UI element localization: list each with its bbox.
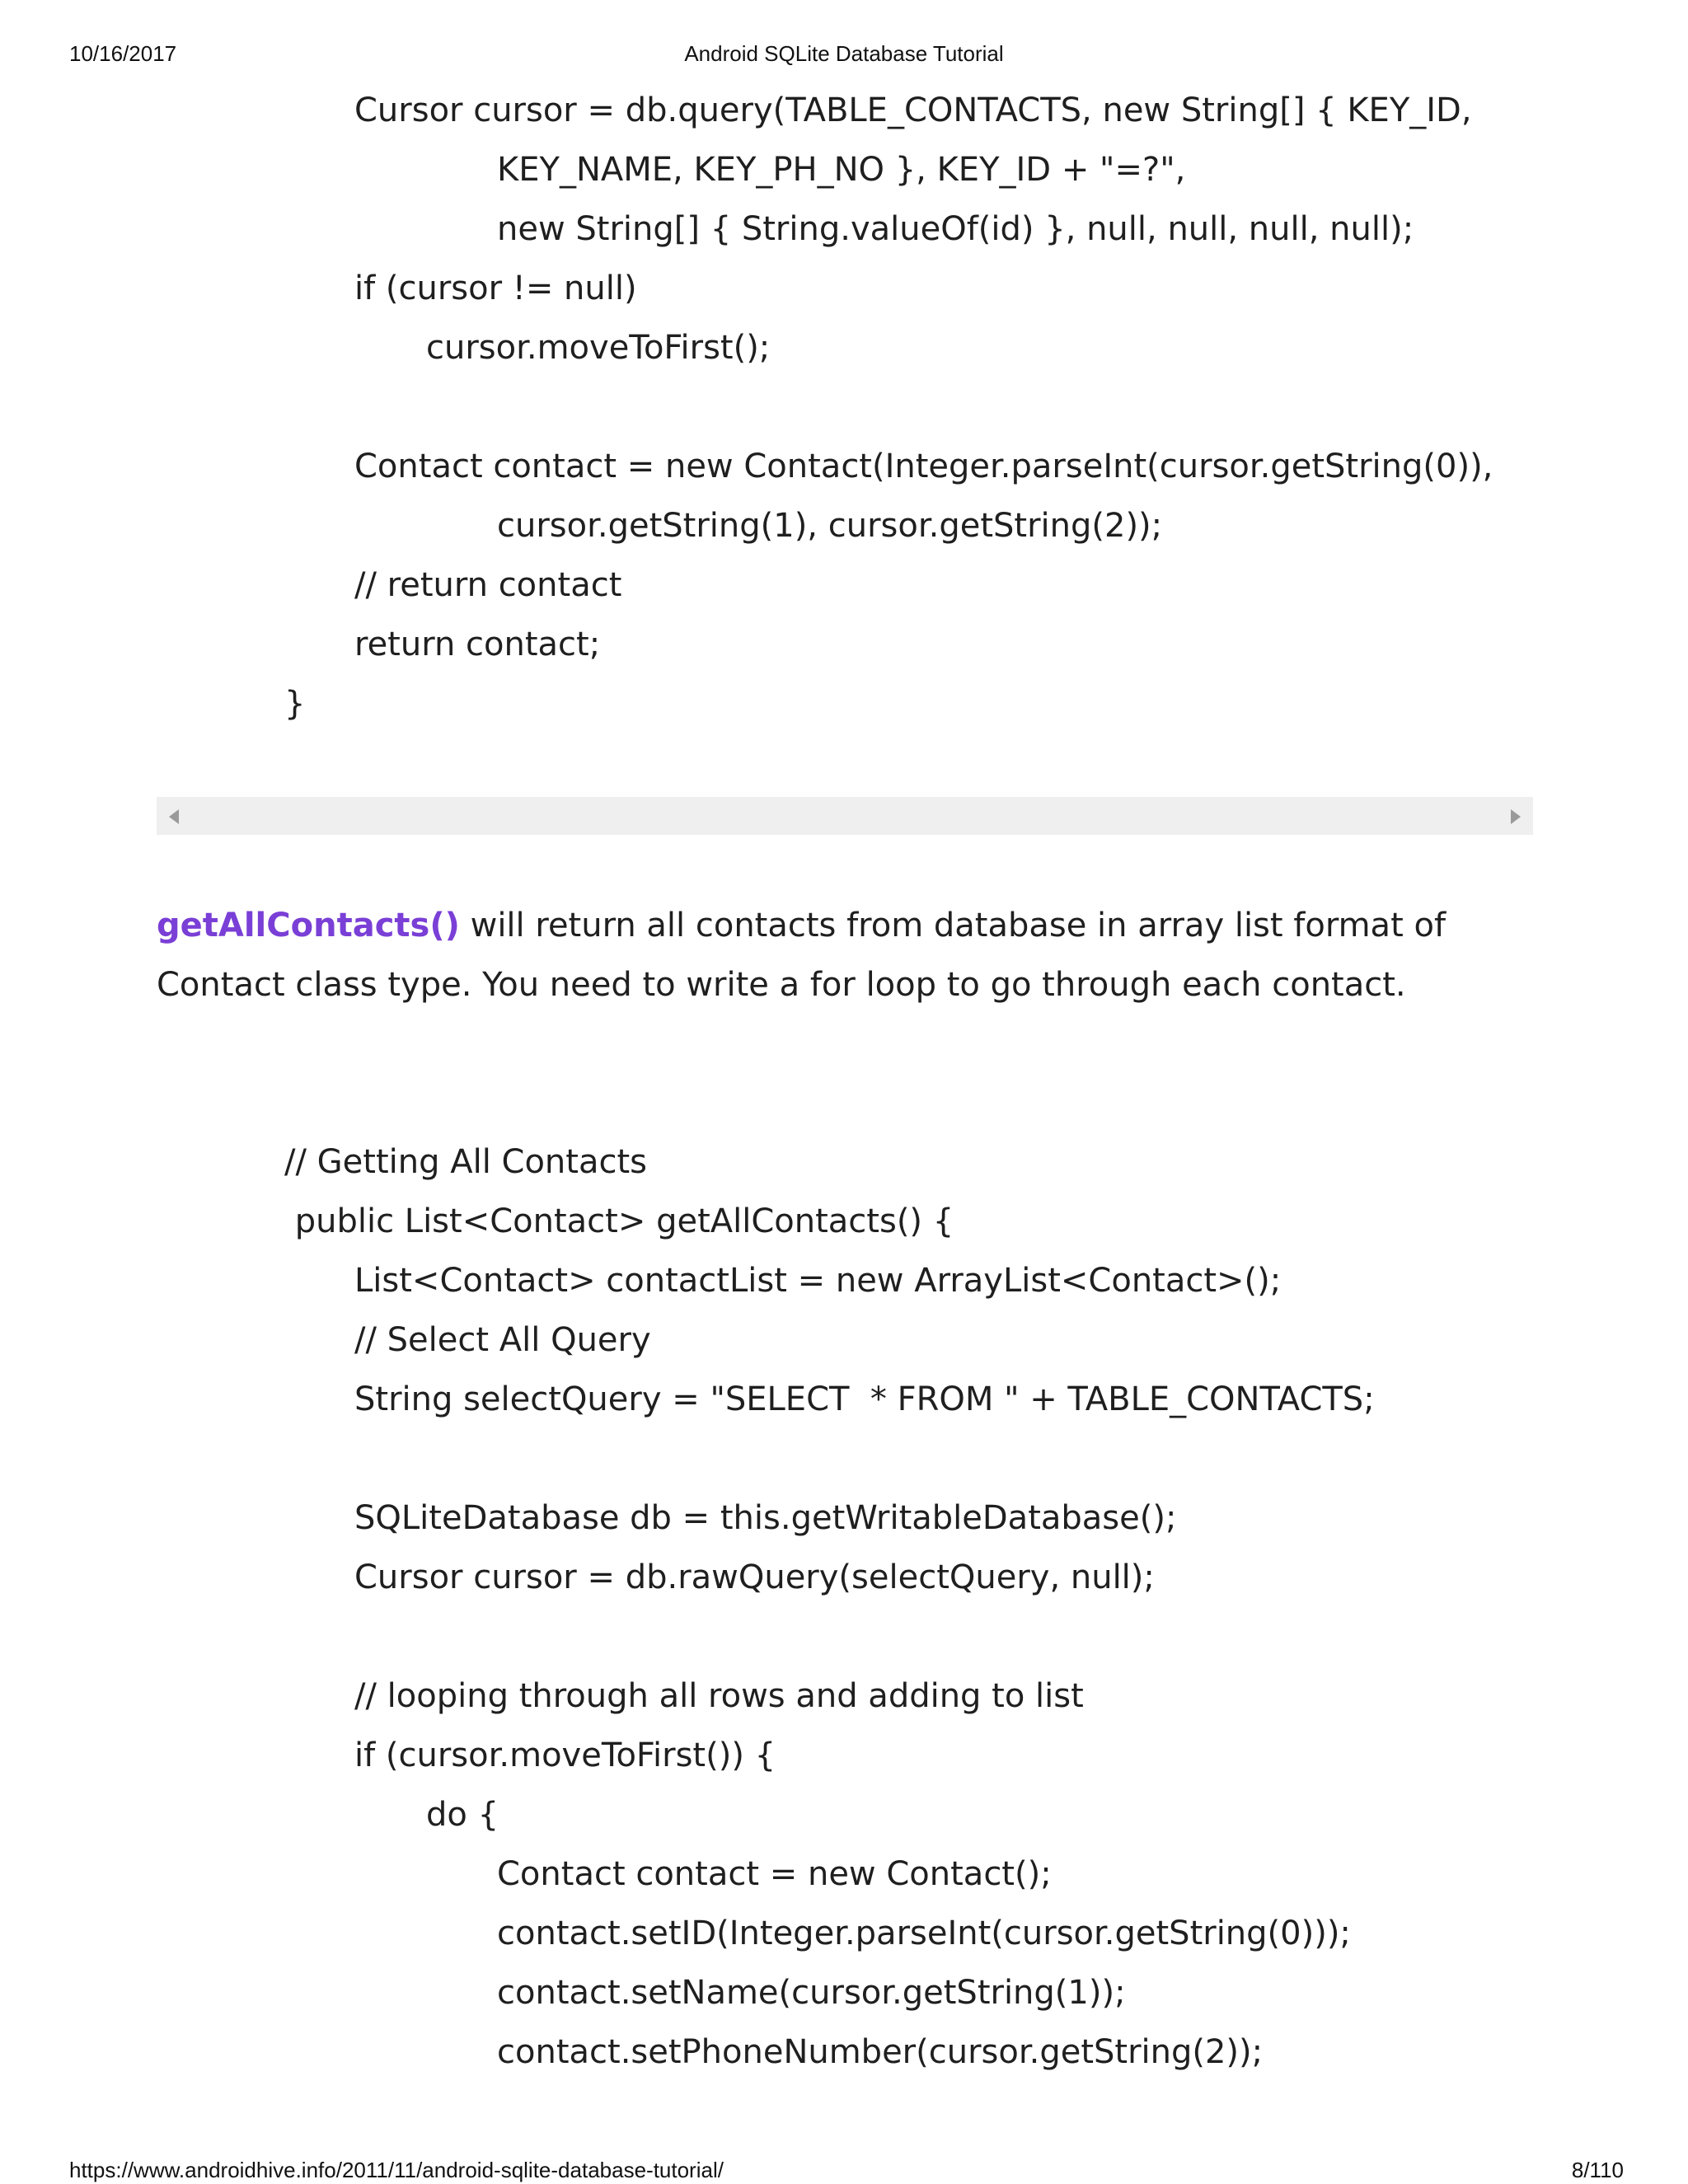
code-line: Contact contact = new Contact(); — [497, 1855, 1052, 1893]
code-line: // Select All Query — [354, 1321, 651, 1359]
code-line: Cursor cursor = db.rawQuery(selectQuery, null); — [354, 1558, 1155, 1596]
code-line: KEY_NAME, KEY_PH_NO }, KEY_ID + "=?", — [497, 151, 1186, 189]
code-line: contact.setID(Integer.parseInt(cursor.getString(0))); — [497, 1915, 1351, 1952]
code-line: if (cursor.moveToFirst()) { — [354, 1736, 776, 1774]
footer-page-number: 8/110 — [1571, 2158, 1624, 2182]
code-line: String selectQuery = "SELECT * FROM " + TABLE_CONTACTS; — [354, 1380, 1375, 1418]
description-text: will return all contacts from database in array list format of Contact class type. You need to write a for loop to go through each contact. — [157, 907, 1447, 1004]
function-name-highlight: getAllContacts() — [157, 907, 460, 944]
code-line: Cursor cursor = db.query(TABLE_CONTACTS, new String[] { KEY_ID, — [354, 91, 1472, 129]
description-paragraph — [157, 896, 1541, 1015]
code-line: // Getting All Contacts — [284, 1143, 647, 1181]
header-date: 10/16/2017 — [69, 41, 177, 66]
code-line: List<Contact> contactList = new ArrayList<Contact>(); — [354, 1262, 1282, 1300]
scroll-right-arrow-icon[interactable] — [1511, 809, 1521, 824]
code-line: cursor.moveToFirst(); — [426, 329, 771, 367]
code-line: contact.setPhoneNumber(cursor.getString(2)); — [497, 2033, 1264, 2071]
code-line: return contact; — [354, 626, 601, 663]
header-title: Android SQLite Database Tutorial — [684, 41, 1004, 66]
code-line: // looping through all rows and adding to list — [354, 1677, 1084, 1715]
code-line: } — [284, 685, 306, 723]
code-line: if (cursor != null) — [354, 269, 637, 307]
scroll-left-arrow-icon[interactable] — [169, 809, 179, 824]
code-horizontal-scrollbar[interactable] — [157, 797, 1533, 835]
code-line: new String[] { String.valueOf(id) }, null, null, null, null); — [497, 210, 1414, 248]
code-line: Contact contact = new Contact(Integer.parseInt(cursor.getString(0)), — [354, 448, 1493, 485]
code-line: cursor.getString(1), cursor.getString(2)); — [497, 507, 1163, 545]
code-line: do { — [426, 1796, 499, 1834]
code-line: public List<Contact> getAllContacts() { — [284, 1202, 954, 1240]
code-line: contact.setName(cursor.getString(1)); — [497, 1974, 1126, 2012]
code-line: SQLiteDatabase db = this.getWritableDatabase(); — [354, 1499, 1177, 1537]
code-line: // return contact — [354, 566, 622, 604]
footer-url: https://www.androidhive.info/2011/11/android-sqlite-database-tutorial/ — [69, 2158, 724, 2182]
